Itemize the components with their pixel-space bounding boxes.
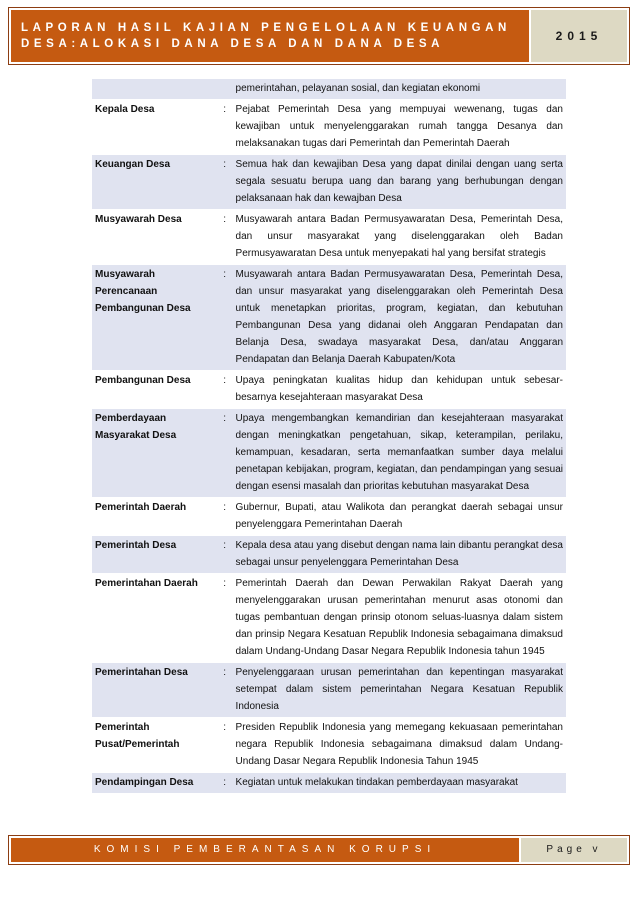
table-row bbox=[92, 718, 566, 773]
definition-cell: Pejabat Pemerintah Desa yang mempuyai wewenang, tugas dan kewajiban untuk menyelenggarakan rumah tangga Desanya dan melaksanakan tugas dari Pemerintah dan Pemerintah Daerah bbox=[233, 100, 566, 155]
separator-cell bbox=[217, 79, 233, 100]
separator-cell: : bbox=[217, 409, 233, 498]
term-cell: Musyawarah Desa bbox=[92, 210, 217, 265]
term-cell: Keuangan Desa bbox=[92, 155, 217, 210]
definition-cell: Musyawarah antara Badan Permusyawaratan Desa, Pemerintah Desa, dan unsur masyarakat yang diselenggarakan oleh Badan Permusyawaratan Desa untuk menyepakati hal yang bersifat strategis bbox=[233, 210, 566, 265]
glossary-body bbox=[92, 79, 566, 794]
table-row bbox=[92, 498, 566, 536]
definition-cell: Gubernur, Bupati, atau Walikota dan perangkat daerah sebagai unsur penyelenggara Pemerintahan Daerah bbox=[233, 498, 566, 536]
separator-cell: : bbox=[217, 100, 233, 155]
term-cell: Pemerintahan Desa bbox=[92, 663, 217, 718]
footer-organization: KOMISI PEMBERANTASAN KORUPSI bbox=[11, 838, 519, 862]
report-header bbox=[8, 7, 630, 65]
page-footer bbox=[8, 835, 630, 865]
separator-cell: : bbox=[217, 498, 233, 536]
table-row bbox=[92, 265, 566, 371]
table-row bbox=[92, 663, 566, 718]
table-row bbox=[92, 210, 566, 265]
term-cell: Pendampingan Desa bbox=[92, 773, 217, 794]
table-row bbox=[92, 79, 566, 100]
definition-cell: Musyawarah antara Badan Permusyawaratan Desa, Pemerintah Desa, dan unsur masyarakat yang diselenggarakan oleh Pemerintah Desa untuk menetapkan prioritas, program, kegiatan, dan kebutuhan Pembangunan Desa yang didanai oleh Anggaran Pendapatan dan Belanja Desa, swadaya masyarakat Desa, dan/atau Anggaran Pendapatan dan Belanja Daerah Kabupaten/Kota bbox=[233, 265, 566, 371]
definition-cell: Kegiatan untuk melakukan tindakan pemberdayaan masyarakat bbox=[233, 773, 566, 794]
term-cell: Pemerintahan Daerah bbox=[92, 574, 217, 663]
report-year: 2015 bbox=[531, 10, 627, 62]
definition-cell: Presiden Republik Indonesia yang memegang kekuasaan pemerintahan negara Republik Indonesia sebagaimana dimaksud dalam Undang-Undang Dasar Negara Republik Indonesia Tahun 1945 bbox=[233, 718, 566, 773]
table-row bbox=[92, 409, 566, 498]
term-cell: Pemerintah Desa bbox=[92, 536, 217, 574]
term-cell bbox=[92, 79, 217, 100]
table-row bbox=[92, 100, 566, 155]
term-cell: Pemerintah Daerah bbox=[92, 498, 217, 536]
definition-cell: Upaya peningkatan kualitas hidup dan kehidupan untuk sebesar-besarnya kesejahteraan masyarakat Desa bbox=[233, 371, 566, 409]
term-cell: Pemerintah Pusat/Pemerintah bbox=[92, 718, 217, 773]
separator-cell: : bbox=[217, 536, 233, 574]
separator-cell: : bbox=[217, 574, 233, 663]
separator-cell: : bbox=[217, 371, 233, 409]
report-title-line-2: DESA:ALOKASI DANA DESA DAN DANA DESA bbox=[21, 38, 445, 50]
separator-cell: : bbox=[217, 265, 233, 371]
report-title bbox=[11, 10, 529, 62]
table-row bbox=[92, 574, 566, 663]
definition-cell: Kepala desa atau yang disebut dengan nama lain dibantu perangkat desa sebagai unsur penyelenggara Pemerintahan Desa bbox=[233, 536, 566, 574]
separator-cell: : bbox=[217, 210, 233, 265]
term-cell: Pembangunan Desa bbox=[92, 371, 217, 409]
term-cell: Pemberdayaan Masyarakat Desa bbox=[92, 409, 217, 498]
definition-cell: Pemerintah Daerah dan Dewan Perwakilan Rakyat Daerah yang menyelenggarakan urusan pemerintahan menurut asas otonomi dan tugas pembantuan dengan prinsip otonom seluas-luasnya dalam sistem dan prinsip Negara Kesatuan Republik Indonesia sebagaimana dimaksud dalam Undang-Undang Dasar Negara Republik Indonesia tahun 1945 bbox=[233, 574, 566, 663]
term-cell: Kepala Desa bbox=[92, 100, 217, 155]
separator-cell: : bbox=[217, 155, 233, 210]
definition-cell: pemerintahan, pelayanan sosial, dan kegiatan ekonomi bbox=[233, 79, 566, 100]
report-title-line-1: LAPORAN HASIL KAJIAN PENGELOLAAN KEUANGAN bbox=[21, 22, 511, 34]
table-row bbox=[92, 536, 566, 574]
separator-cell: : bbox=[217, 773, 233, 794]
table-row bbox=[92, 773, 566, 794]
definition-cell: Penyelenggaraan urusan pemerintahan dan kepentingan masyarakat setempat dalam sistem pemerintahan Negara Kesatuan Republik Indonesia bbox=[233, 663, 566, 718]
separator-cell: : bbox=[217, 718, 233, 773]
table-row bbox=[92, 371, 566, 409]
definition-cell: Semua hak dan kewajiban Desa yang dapat dinilai dengan uang serta segala sesuatu berupa uang dan barang yang berhubungan dengan pelaksanaan hak dan kewajban Desa bbox=[233, 155, 566, 210]
glossary-table bbox=[92, 79, 566, 794]
definition-cell: Upaya mengembangkan kemandirian dan kesejahteraan masyarakat dengan meningkatkan pengetahuan, sikap, keterampilan, perilaku, kemampuan, kesadaran, serta memanfaatkan sumber daya melalui penetapan kebijakan, program, kegiatan, dan pendampingan yang sesuai dengan esensi masalah dan prioritas kebutuhan masyarakat Desa bbox=[233, 409, 566, 498]
term-cell: Musyawarah Perencanaan Pembangunan Desa bbox=[92, 265, 217, 371]
page-number: Page v bbox=[521, 838, 627, 862]
separator-cell: : bbox=[217, 663, 233, 718]
table-row bbox=[92, 155, 566, 210]
